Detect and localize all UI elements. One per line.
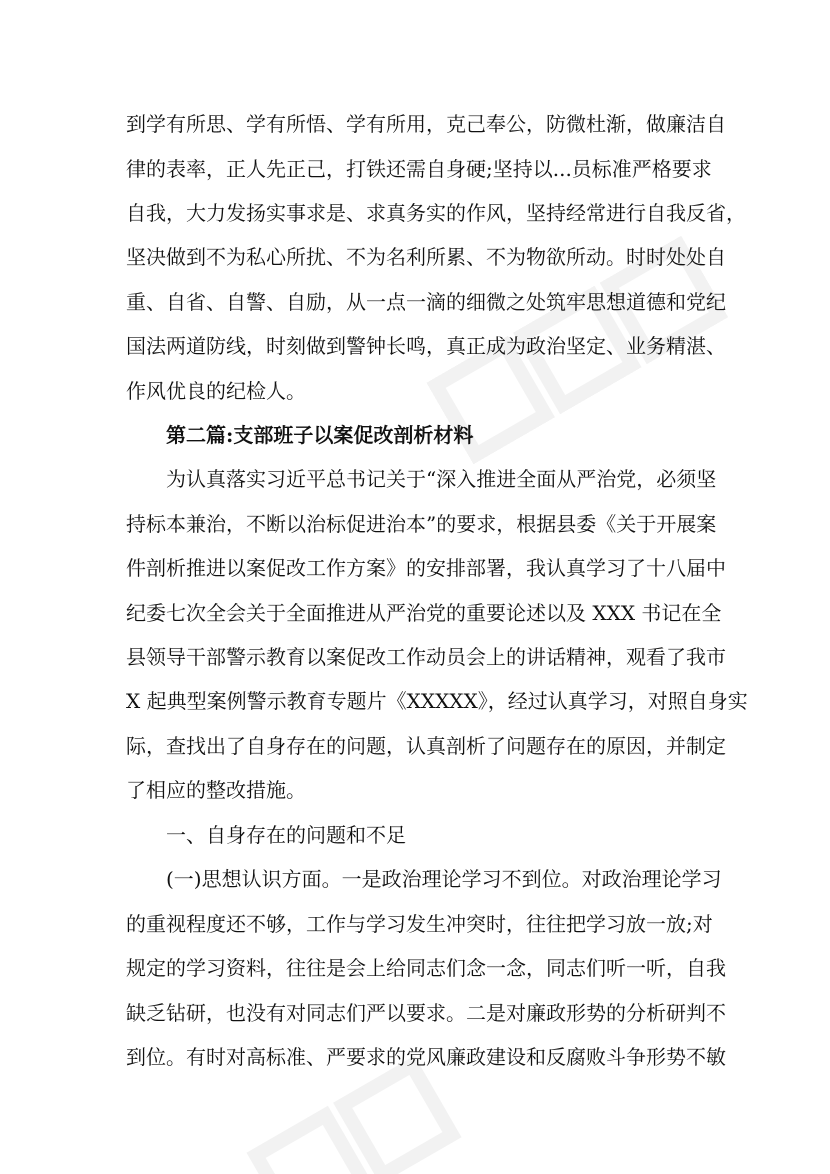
paragraph-1-line-3: 自我，大力发扬实事求是、求真务实的作风，坚持经常进行自我反省， bbox=[126, 201, 746, 225]
paragraph-3-line-1: (一)思想认识方面。一是政治理论学习不到位。对政治理论学习 bbox=[166, 867, 722, 891]
paragraph-1-line-7: 作风优良的纪检人。 bbox=[126, 379, 306, 403]
paragraph-1-line-4: 坚决做到不为私心所扰、不为名利所累、不为物欲所动。时时处处自 bbox=[126, 245, 726, 269]
paragraph-3-line-5: 到位。有时对高标准、严要求的党风廉政建设和反腐败斗争形势不敏 bbox=[126, 1045, 726, 1069]
section-title: 一、自身存在的问题和不足 bbox=[166, 823, 406, 847]
paragraph-2-line-3: 件剖析推进以案促改工作方案》的安排部署，我认真学习了十八届中 bbox=[126, 556, 726, 580]
paragraph-2-line-8: 了相应的整改措施。 bbox=[126, 778, 306, 802]
paragraph-3-line-3: 规定的学习资料，往往是会上给同志们念一念，同志们听一听，自我 bbox=[126, 956, 726, 980]
paragraph-2-line-5: 县领导干部警示教育以案促改工作动员会上的讲话精神，观看了我市 bbox=[126, 645, 726, 669]
paragraph-2-line-4: 纪委七次全会关于全面推进从严治党的重要论述以及 XXX 书记在全 bbox=[126, 601, 722, 625]
paragraph-1-line-2: 律的表率，正人先正己，打铁还需自身硬;坚持以...员标准严格要求 bbox=[126, 157, 712, 181]
paragraph-2-line-2: 持标本兼治，不断以治标促进治本”的要求，根据县委《关于开展案 bbox=[126, 512, 717, 536]
paragraph-1-line-1: 到学有所思、学有所悟、学有所用，克己奉公，防微杜渐，做廉洁自 bbox=[126, 112, 726, 136]
paragraph-1-line-5: 重、自省、自警、自励，从一点一滴的细微之处筑牢思想道德和党纪 bbox=[126, 290, 726, 314]
paragraph-2-line-7: 际，查找出了自身存在的问题，认真剖析了问题存在的原因，并制定 bbox=[126, 734, 726, 758]
paragraph-1-line-6: 国法两道防线，时刻做到警钟长鸣，真正成为政治坚定、业务精湛、 bbox=[126, 334, 726, 358]
paragraph-3-line-2: 的重视程度还不够，工作与学习发生冲突时，往往把学习放一放;对 bbox=[126, 912, 713, 936]
paragraph-3-line-4: 缺乏钻研，也没有对同志们严以要求。二是对廉政形势的分析研判不 bbox=[126, 1001, 726, 1025]
paragraph-2-line-6: X 起典型案例警示教育专题片《XXXXX》，经过认真学习，对照自身实 bbox=[126, 689, 748, 713]
paragraph-2-line-1: 为认真落实习近平总书记关于“深入推进全面从严治党，必须坚 bbox=[166, 467, 717, 491]
section-heading: 第二篇:支部班子以案促改剖析材料 bbox=[166, 423, 474, 447]
